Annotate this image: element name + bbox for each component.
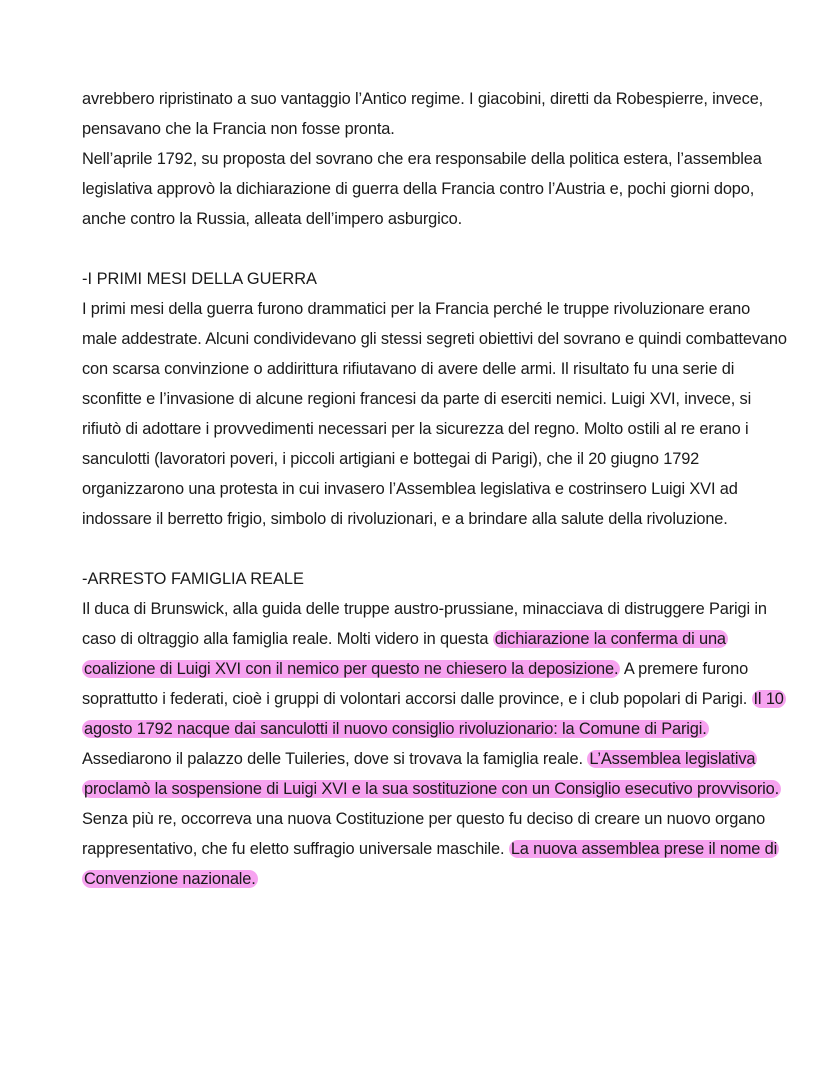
text-segment: Il duca di Brunswick, alla guida delle truppe austro-prussiane, minacciava di distruggere Parigi in caso di oltraggio alla famiglia reale. Molti videro in questa bbox=[82, 600, 767, 648]
text-segment: Assediarono il palazzo delle Tuileries, dove si trovava la famiglia reale. bbox=[82, 750, 583, 768]
intro-paragraph-2: Nell’aprile 1792, su proposta del sovrano che era responsabile della politica estera, l’assemblea legislativa approvò la dichiarazione di guerra della Francia contro l’Austria e, pochi giorni dopo, anche contro la Russia, alleata dell’impero asburgico. bbox=[82, 150, 762, 228]
text-segment: A premere furono soprattutto i federati, cioè i gruppi di volontari accorsi dalle province, e i club popolari di Parigi. bbox=[82, 660, 749, 708]
spacer bbox=[82, 534, 788, 564]
spacer bbox=[82, 234, 788, 264]
text-segment: Senza più re, occorreva una nuova Costituzione per questo fu deciso di creare un nuovo organo rappresentativo, che fu eletto suffragio universale maschile. bbox=[82, 810, 766, 858]
highlighted-text: Il 10 agosto 1792 nacque dai sanculotti il nuovo consiglio rivoluzionario: la Comune di Parigi. bbox=[84, 690, 784, 738]
highlighted-text: L’Assemblea legislativa proclamò la sospensione di Luigi XVI e la sua sostituzione con un Consiglio esecutivo provvisorio. bbox=[84, 750, 780, 798]
section-body-primi-mesi: I primi mesi della guerra furono drammatici per la Francia perché le truppe rivoluzionare erano male addestrate. Alcuni condividevano gli stessi segreti obiettivi del sovrano e quindi combattevano con scarsa convinzione o addirittura rifiutavano di avere delle armi. Il risultato fu una serie di sconfitte e l’invasione di alcune regioni francesi da parte di eserciti nemici. Luigi XVI, invece, si rifiutò di adottare i provvedimenti necessari per la sicurezza del regno. Molto ostili al re erano i sanculotti (lavoratori poveri, i piccoli artigiani e bottegai di Parigi), che il 20 giugno 1792 organizzarono una protesta in cui invasero l’Assemblea legislativa e costrinsero Luigi XVI ad indossare il berretto frigio, simbolo di rivoluzionari, e a brindare alla salute della rivoluzione. bbox=[82, 300, 787, 528]
section-body-arresto bbox=[82, 594, 788, 804]
highlighted-text: dichiarazione la conferma di una coalizione di Luigi XVI con il nemico per questo ne chiesero la deposizione. bbox=[84, 630, 726, 678]
section-body-arresto-2 bbox=[82, 804, 788, 894]
highlighted-text: La nuova assemblea prese il nome di Convenzione nazionale. bbox=[84, 840, 778, 888]
section-heading-primi-mesi: -I PRIMI MESI DELLA GUERRA bbox=[82, 270, 317, 288]
intro-paragraph-1: avrebbero ripristinato a suo vantaggio l’Antico regime. I giacobini, diretti da Robespierre, invece, pensavano che la Francia non fosse pronta. bbox=[82, 90, 764, 138]
section-heading-arresto: -ARRESTO FAMIGLIA REALE bbox=[82, 570, 304, 588]
